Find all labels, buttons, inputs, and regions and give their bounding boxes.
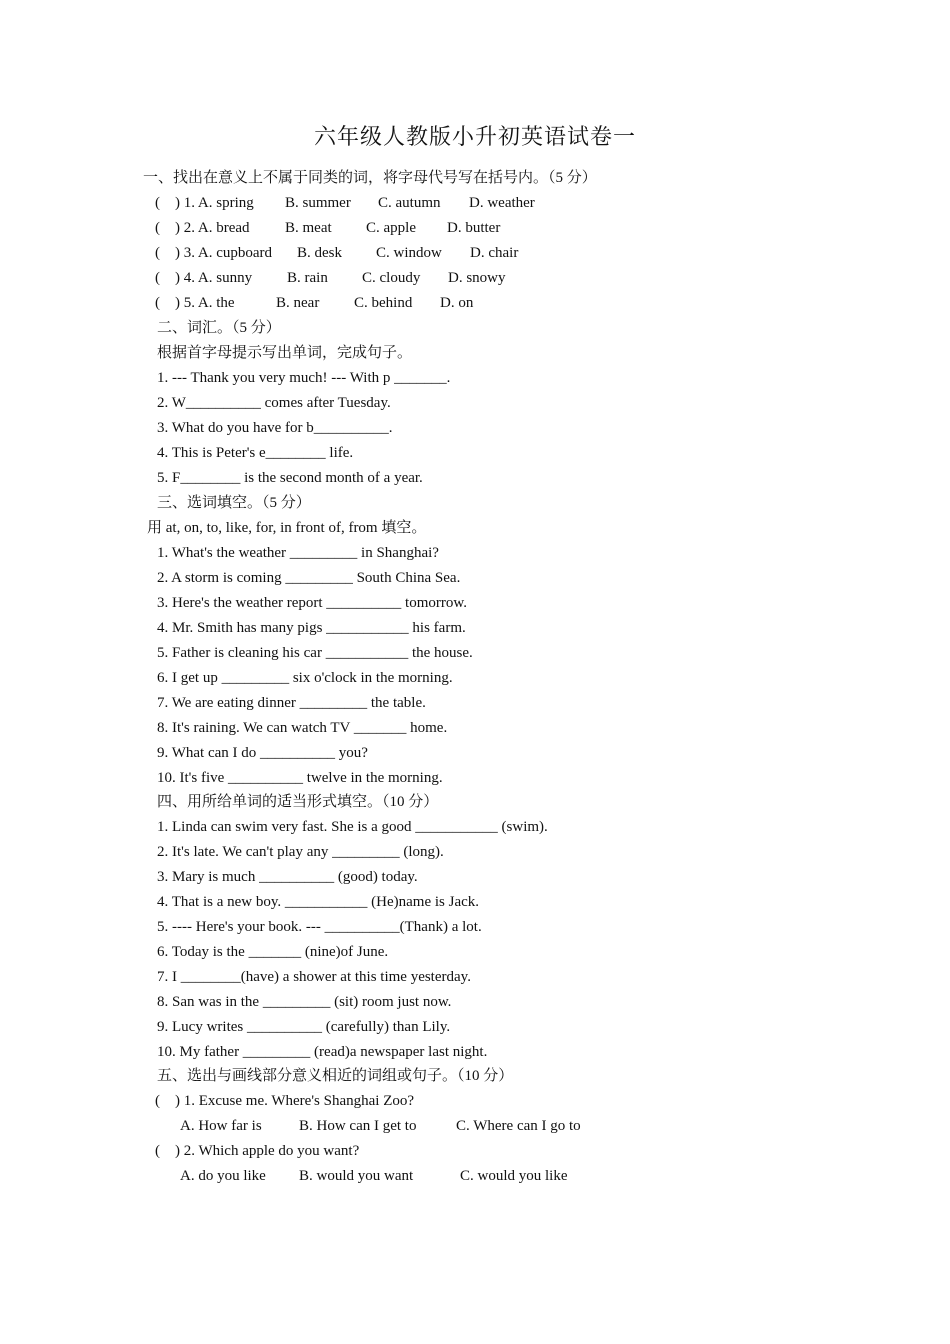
s1-item1-option-d: D. weather	[469, 195, 535, 211]
s5-item2-option-a: A. do you like	[180, 1168, 266, 1184]
s2-item5: 5. F________ is the second month of a year.	[157, 470, 423, 486]
s5-item1-question: ( ) 1. Excuse me. Where's Shanghai Zoo?	[155, 1093, 415, 1109]
s4-item6: 6. Today is the _______ (nine)of June.	[157, 944, 389, 960]
s3-item5: 5. Father is cleaning his car ___________ the house.	[157, 645, 473, 661]
s4-item9: 9. Lucy writes __________ (carefully) than Lily.	[157, 1019, 451, 1035]
s5-item2-question: ( ) 2. Which apple do you want?	[155, 1143, 360, 1159]
s3-item4: 4. Mr. Smith has many pigs ___________ his farm.	[157, 620, 466, 636]
s1-item4-option-d: D. snowy	[448, 270, 506, 286]
s2-item1: 1. --- Thank you very much! --- With p _______.	[157, 370, 451, 386]
s1-item2-option-b: B. meat	[285, 220, 332, 236]
section3-heading: 三、选词填空。（5 分）	[157, 495, 311, 511]
s1-item3-question: ( ) 3. A. cupboard	[155, 245, 273, 261]
s3-item10: 10. It's five __________ twelve in the morning.	[157, 770, 443, 786]
s2-item4: 4. This is Peter's e________ life.	[157, 445, 354, 461]
s3-item8: 8. It's raining. We can watch TV _______ home.	[157, 720, 448, 736]
s3-item6: 6. I get up _________ six o'clock in the morning.	[157, 670, 453, 686]
section4-heading: 四、用所给单词的适当形式填空。（10 分）	[157, 794, 439, 810]
s4-item10: 10. My father _________ (read)a newspaper last night.	[157, 1044, 488, 1060]
s4-item8: 8. San was in the _________ (sit) room just now.	[157, 994, 452, 1010]
s1-item3-option-c: C. window	[376, 245, 442, 261]
section1-heading: 一、找出在意义上不属于同类的词，将字母代号写在括号内。（5 分）	[143, 170, 597, 186]
s1-item2-option-c: C. apple	[366, 220, 416, 236]
s3-item3: 3. Here's the weather report __________ tomorrow.	[157, 595, 467, 611]
s1-item5-option-c: C. behind	[354, 295, 413, 311]
s5-item1-option-a: A. How far is	[180, 1118, 262, 1134]
s5-item1-option-b: B. How can I get to	[299, 1118, 417, 1134]
section3-instruction: 用 at, on, to, like, for, in front of, from 填空。	[147, 520, 427, 536]
s1-item1-question: ( ) 1. A. spring	[155, 195, 254, 211]
s1-item1-option-b: B. summer	[285, 195, 351, 211]
s4-item4: 4. That is a new boy. ___________ (He)name is Jack.	[157, 894, 480, 910]
s1-item4-option-b: B. rain	[287, 270, 328, 286]
section5-heading: 五、选出与画线部分意义相近的词组或句子。（10 分）	[157, 1068, 514, 1084]
s1-item2-question: ( ) 2. A. bread	[155, 220, 250, 236]
s4-item7: 7. I ________(have) a shower at this time yesterday.	[157, 969, 471, 985]
s2-item3: 3. What do you have for b__________.	[157, 420, 393, 436]
s1-item5-option-d: D. on	[440, 295, 474, 311]
s1-item5-option-b: B. near	[276, 295, 320, 311]
s1-item4-option-c: C. cloudy	[362, 270, 421, 286]
s1-item4-question: ( ) 4. A. sunny	[155, 270, 253, 286]
s3-item7: 7. We are eating dinner _________ the table.	[157, 695, 426, 711]
s1-item3-option-d: D. chair	[470, 245, 519, 261]
s5-item2-option-c: C. would you like	[460, 1168, 568, 1184]
s3-item9: 9. What can I do __________ you?	[157, 745, 368, 761]
s4-item1: 1. Linda can swim very fast. She is a good ___________ (swim).	[157, 819, 548, 835]
s5-item2-option-b: B. would you want	[299, 1168, 414, 1184]
s5-item1-option-c: C. Where can I go to	[456, 1118, 581, 1134]
s1-item1-option-c: C. autumn	[378, 195, 441, 211]
s4-item5: 5. ---- Here's your book. --- __________(Thank) a lot.	[157, 919, 482, 935]
s1-item3-option-b: B. desk	[297, 245, 342, 261]
s3-item1: 1. What's the weather _________ in Shanghai?	[157, 545, 439, 561]
section2-heading: 二、词汇。（5 分）	[157, 320, 281, 336]
page-title: 六年级人教版小升初英语试卷一	[313, 124, 636, 149]
s2-item2: 2. W__________ comes after Tuesday.	[157, 395, 391, 411]
section2-instruction: 根据首字母提示写出单词，完成句子。	[157, 345, 413, 361]
s3-item2: 2. A storm is coming _________ South China Sea.	[157, 570, 461, 586]
s1-item5-question: ( ) 5. A. the	[155, 295, 235, 311]
s1-item2-option-d: D. butter	[447, 220, 501, 236]
s4-item3: 3. Mary is much __________ (good) today.	[157, 869, 418, 885]
s4-item2: 2. It's late. We can't play any _________ (long).	[157, 844, 444, 860]
